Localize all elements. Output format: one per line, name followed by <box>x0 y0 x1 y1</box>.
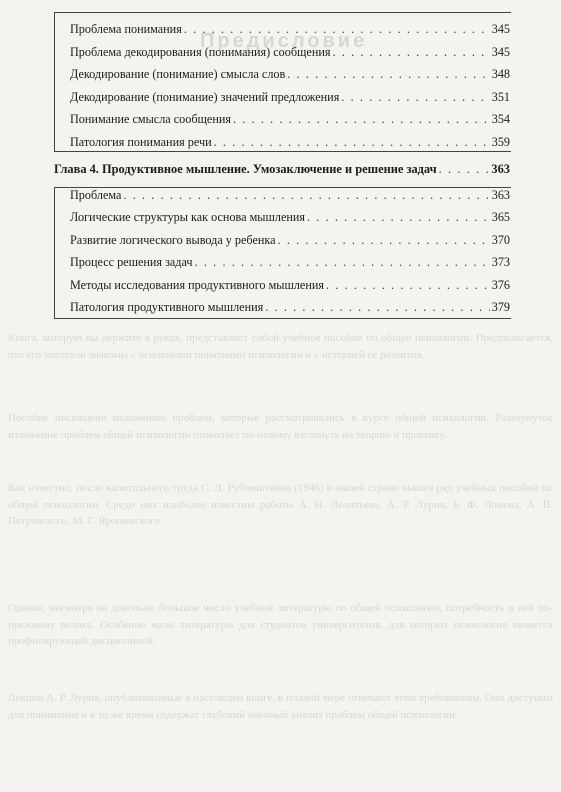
dot-leader <box>214 135 490 150</box>
toc-entry-title: Проблема понимания <box>70 22 182 36</box>
toc-chapter-4 <box>54 162 510 323</box>
toc-entry-title: Процесс решения задач <box>70 255 193 269</box>
dot-leader <box>287 67 489 82</box>
toc-entry-title: Развитие логического вывода у ребенка <box>70 232 276 247</box>
toc-entry[interactable] <box>54 188 510 211</box>
bleed-through-paragraph: Пособие посвящено изложению проблем, которые рассматривались в курсе общей психологии. Развернутое изложение проблем общей психологии позволяет по-новому взглянуть на теорию и практику. <box>8 412 553 441</box>
toc-entry[interactable] <box>54 22 510 45</box>
dot-leader <box>307 210 490 225</box>
toc-entry[interactable] <box>54 210 510 233</box>
dot-leader <box>233 112 490 127</box>
dot-leader <box>184 22 490 37</box>
toc-entry-title: Проблема <box>70 187 122 202</box>
toc-chapter-heading[interactable] <box>54 162 510 185</box>
bleed-through-heading: Предисловие <box>200 30 368 52</box>
dot-leader <box>278 233 490 248</box>
bleed-through-paragraph: Как известно, после капитального труда С. Л. Рубинштейна (1946) в нашей стране вышел ряд учебных пособий по общей психологии. Среди них наиболее известны работы А. Н. Леонтьева, А. Р. Лурия, Б. Ф. Ломова, А. В. Петровского, М. Г. Ярошевского. <box>8 482 553 527</box>
dot-leader <box>195 255 490 270</box>
toc-entry-title: Понимание смысла сообщения <box>70 112 231 126</box>
toc-entry-page: 359 <box>491 134 510 149</box>
toc-entry-page: 373 <box>491 255 510 269</box>
toc-entry-page: 376 <box>491 277 510 292</box>
bleed-through-paragraph: Однако, несмотря на довольно большое число учебной литературы по общей психологии, потребность в ней по-прежнему велика. Особенно мало литературы для студентов университетов, для которых психология является профилирующей дисциплиной. <box>8 602 553 647</box>
toc-entry[interactable] <box>54 135 510 158</box>
toc-entry[interactable] <box>54 300 510 323</box>
toc-entry[interactable] <box>54 45 510 68</box>
toc-entry-title: Проблема декодирования (понимания) сообщения <box>70 44 331 59</box>
toc-entry[interactable] <box>54 255 510 278</box>
toc-entry-page: 379 <box>491 300 510 314</box>
dot-leader <box>341 90 489 105</box>
toc-entry-title: Декодирование (понимание) смысла слов <box>70 67 286 81</box>
toc-section-before <box>54 22 510 157</box>
toc-entry-title: Патология продуктивного мышления <box>70 300 264 314</box>
dot-leader <box>123 188 489 203</box>
toc-entry-title: Патология понимания речи <box>70 134 212 149</box>
toc-entry-page: 348 <box>491 67 510 81</box>
toc-entry[interactable] <box>54 67 510 90</box>
toc-entry-page: 354 <box>491 112 510 126</box>
toc-entry-page: 351 <box>491 89 510 104</box>
toc-entry-title: Декодирование (понимание) значений предложения <box>70 89 340 104</box>
bleed-through-paragraph: Лекции А. Р. Лурия, опубликованные в настоящей книге, в полной мере отвечают этим требованиям. Они доступны для понимания и в то же время содержат глубокий научный анализ проблем общей психологии. <box>8 692 553 721</box>
toc-entry-title: Методы исследования продуктивного мышления <box>70 277 324 292</box>
dot-leader <box>265 300 489 315</box>
toc-entry-page: 365 <box>491 210 510 224</box>
toc-entry-title: Логические структуры как основа мышления <box>70 210 306 224</box>
toc-entry[interactable] <box>54 233 510 256</box>
toc-entry[interactable] <box>54 278 510 301</box>
dot-leader <box>332 45 489 60</box>
toc-chapter-title: Глава 4. Продуктивное мышление. Умозаключение и решение задач <box>54 162 437 176</box>
toc-entry-page: 370 <box>491 232 510 247</box>
toc-entry-page: 345 <box>491 44 510 59</box>
toc-chapter-page: 363 <box>491 162 510 176</box>
dot-leader <box>326 278 490 293</box>
toc-entry[interactable] <box>54 90 510 113</box>
toc-entry[interactable] <box>54 112 510 135</box>
toc-entry-page: 363 <box>491 187 510 202</box>
toc-entry-page: 345 <box>491 22 510 36</box>
bleed-through-paragraph: Книга, которую вы держите в руках, представляет собой учебное пособие по общей психологии. Предполагается, что его читатели знакомы с основными понятиями психологии и с историей ее развития. <box>8 332 553 361</box>
dot-leader <box>439 162 490 177</box>
